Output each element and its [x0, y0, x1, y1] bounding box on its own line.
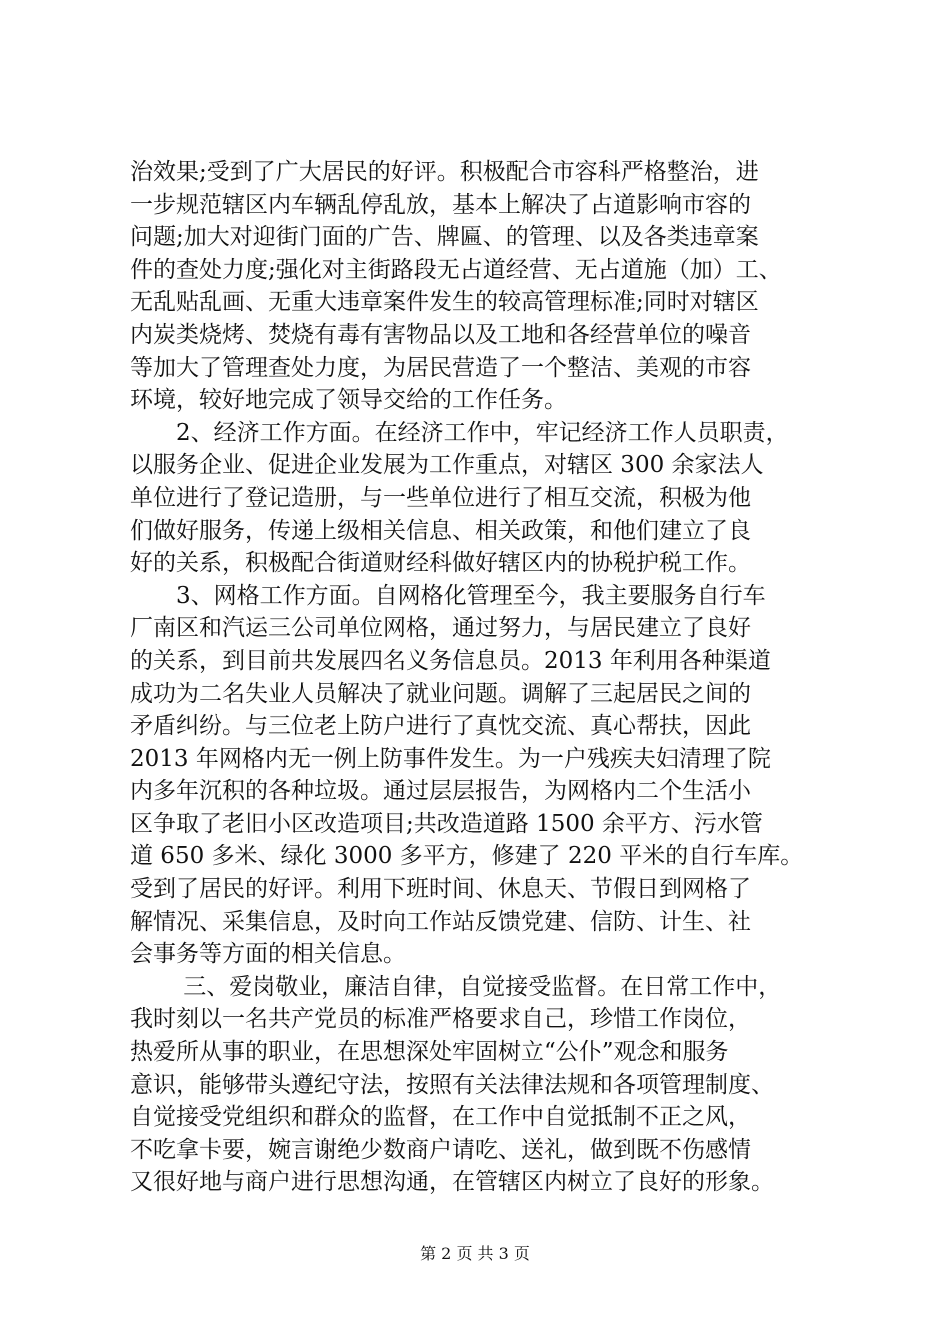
text-line: 区争取了老旧小区改造项目;共改造道路 1500 余平方、污水管 — [130, 810, 763, 837]
text-line: 意识，能够带头遵纪守法，按照有关法律法规和各项管理制度、 — [130, 1071, 774, 1098]
text-line: 会事务等方面的相关信息。 — [130, 941, 406, 968]
text-line: 不吃拿卡要，婉言谢绝少数商户请吃、送礼，做到既不伤感情 — [130, 1136, 751, 1163]
text-line: 以服务企业、促进企业发展为工作重点，对辖区 300 余家法人 — [130, 452, 764, 479]
text-line: 受到了居民的好评。利用下班时间、休息天、节假日到网格了 — [130, 876, 751, 903]
text-line: 又很好地与商户进行思想沟通，在管辖区内树立了良好的形象。 — [130, 1169, 774, 1196]
text-line: 矛盾纠纷。与三位老上防户进行了真忱交流、真心帮扶，因此 — [130, 713, 751, 740]
text-line: 热爱所从事的职业，在思想深处牢固树立“公仆”观念和服务 — [130, 1039, 729, 1066]
text-line: 问题;加大对迎街门面的广告、牌匾、的管理、以及各类违章案 — [130, 224, 759, 251]
text-line: 成功为二名失业人员解决了就业问题。调解了三起居民之间的 — [130, 680, 751, 707]
text-line: 们做好服务，传递上级相关信息、相关政策，和他们建立了良 — [130, 517, 751, 544]
text-line: 厂南区和汽运三公司单位网格，通过努力，与居民建立了良好 — [130, 615, 751, 642]
text-line: 环境，较好地完成了领导交给的工作任务。 — [130, 387, 567, 414]
text-line: 单位进行了登记造册，与一些单位进行了相互交流，积极为他 — [130, 484, 751, 511]
text-line: 2、经济工作方面。在经济工作中，牢记经济工作人员职责， — [130, 419, 789, 446]
text-line: 自觉接受党组织和群众的监督，在工作中自觉抵制不正之风， — [130, 1104, 751, 1131]
text-line: 好的关系，积极配合街道财经科做好辖区内的协税护税工作。 — [130, 550, 751, 577]
body-text — [130, 156, 845, 1199]
page-footer: 第 2 页 共 3 页 — [420, 1244, 530, 1263]
text-line: 内多年沉积的各种垃圾。通过层层报告，为网格内二个生活小 — [130, 778, 751, 805]
text-line: 的关系，到目前共发展四名义务信息员。2013 年利用各种渠道 — [130, 647, 771, 674]
text-line: 治效果;受到了广大居民的好评。积极配合市容科严格整治，进 — [130, 159, 759, 185]
text-line: 内炭类烧烤、焚烧有毒有害物品以及工地和各经营单位的噪音 — [130, 321, 751, 348]
text-line: 我时刻以一名共产党员的标准严格要求自己，珍惜工作岗位， — [130, 1006, 751, 1033]
text-line: 件的查处力度;强化对主街路段无占道经营、无占道施（加）工、 — [130, 256, 782, 283]
text-line: 道 650 多米、绿化 3000 多平方，修建了 220 平米的自行车库。 — [130, 843, 804, 870]
text-line: 一步规范辖区内车辆乱停乱放，基本上解决了占道影响市容的 — [130, 191, 751, 218]
text-line: 3、网格工作方面。自网格化管理至今，我主要服务自行车 — [130, 582, 766, 609]
text-line: 三、爱岗敬业，廉洁自律，自觉接受监督。在日常工作中， — [130, 973, 782, 1000]
text-line: 解情况、采集信息，及时向工作站反馈党建、信防、计生、社 — [130, 908, 751, 935]
text-line: 2013 年网格内无一例上防事件发生。为一户残疾夫妇清理了院 — [130, 745, 771, 772]
text-line: 无乱贴乱画、无重大违章案件发生的较高管理标准;同时对辖区 — [130, 289, 759, 316]
text-line: 等加大了管理查处力度，为居民营造了一个整洁、美观的市容 — [130, 354, 751, 381]
